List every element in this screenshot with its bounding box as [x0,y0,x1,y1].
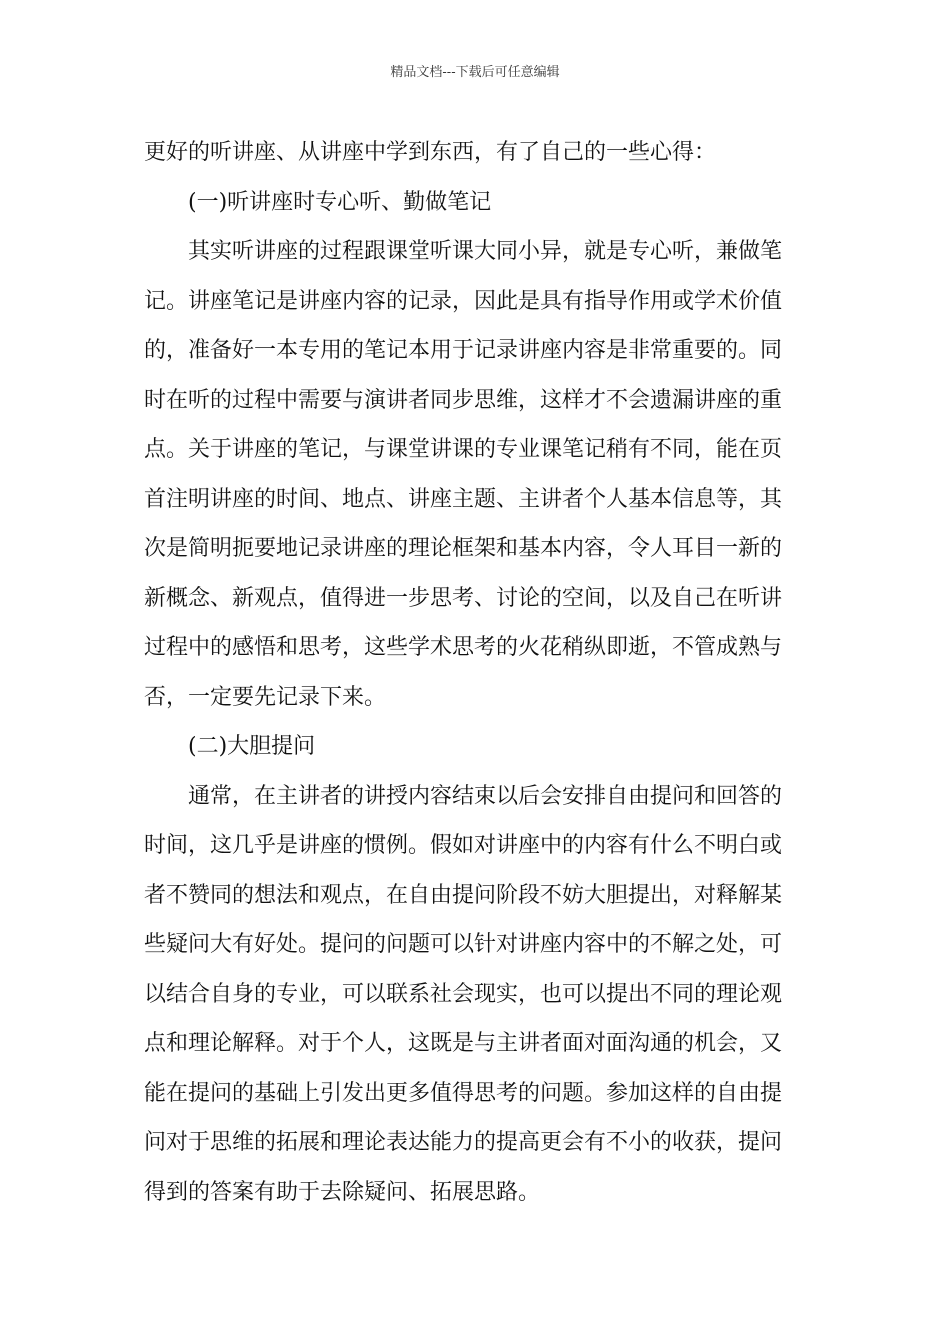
text-line: 时在听的过程中需要与演讲者同步思维，这样才不会遗漏讲座的重 [144,387,783,413]
text-line: 记。讲座笔记是讲座内容的记录，因此是具有指导作用或学术价值 [144,288,783,314]
section-heading-1: (一)听讲座时专心听、勤做笔记 [188,189,492,215]
text-line: 以结合自身的专业，可以联系社会现实，也可以提出不同的理论观 [144,981,783,1007]
text-line: 者不赞同的想法和观点，在自由提问阶段不妨大胆提出，对释解某 [144,882,783,908]
text-line: 些疑问大有好处。提问的问题可以针对讲座内容中的不解之处，可 [144,932,783,957]
text-line: 更好的听讲座、从讲座中学到东西，有了自己的一些心得： [144,140,717,165]
text-line: 问对于思维的拓展和理论表达能力的提高更会有不小的收获，提问 [144,1130,783,1155]
text-line: 点和理论解释。对于个人，这既是与主讲者面对面沟通的机会，又 [144,1031,783,1056]
text-line: 新概念、新观点，值得进一步思考、讨论的空间，以及自己在听讲 [144,585,783,611]
text-line: 否，一定要先记录下来。 [144,684,387,710]
page-header: 精品文档---下载后可任意编辑 [390,65,560,80]
text-line: 过程中的感悟和思考，这些学术思考的火花稍纵即逝，不管成熟与 [144,635,783,660]
text-line: 得到的答案有助于去除疑问、拓展思路。 [144,1179,541,1205]
text-line: 的，准备好一本专用的笔记本用于记录讲座内容是非常重要的。同 [144,338,783,363]
paragraph-start: 通常，在主讲者的讲授内容结束以后会安排自由提问和回答的 [188,783,783,809]
text-line: 能在提问的基础上引发出更多值得思考的问题。参加这样的自由提 [144,1080,783,1106]
text-line: 首注明讲座的时间、地点、讲座主题、主讲者个人基本信息等，其 [144,486,783,512]
section-heading-2: (二)大胆提问 [188,734,316,759]
text-line: 时间，这几乎是讲座的惯例。假如对讲座中的内容有什么不明白或 [144,833,783,858]
document-body [144,128,808,1217]
text-line: 点。关于讲座的笔记，与课堂讲课的专业课笔记稍有不同，能在页 [144,437,783,462]
text-line: 次是简明扼要地记录讲座的理论框架和基本内容，令人耳目一新的 [144,536,783,561]
paragraph-start: 其实听讲座的过程跟课堂听课大同小异，就是专心听，兼做笔 [188,239,783,264]
